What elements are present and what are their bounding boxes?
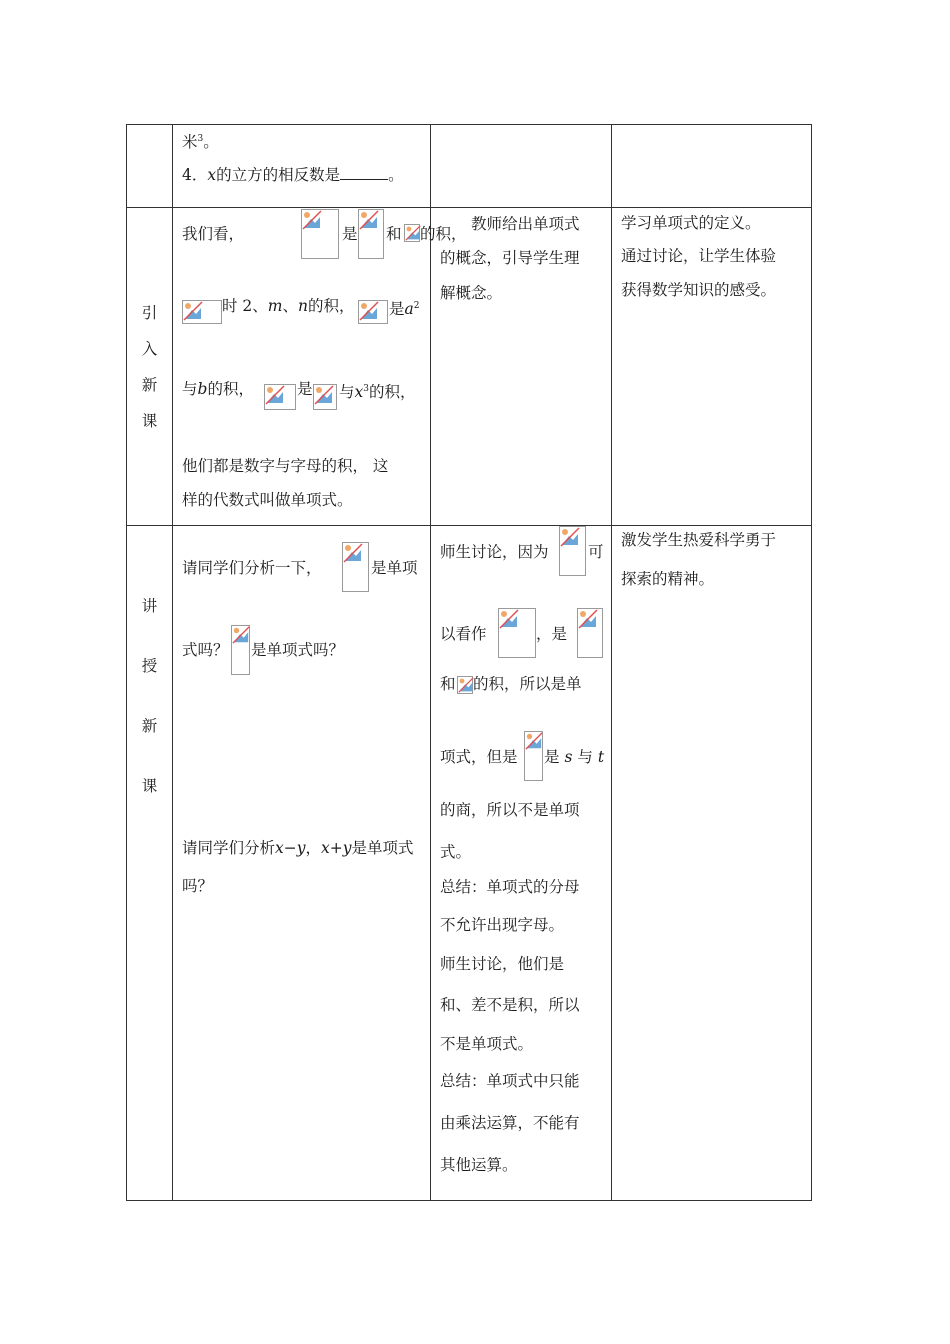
teacher-text: 师生讨论，因为 (440, 543, 549, 561)
broken-image-icon (358, 209, 384, 259)
intent-cell (612, 526, 812, 1201)
teacher-text: 由乘法运算，不能有 (440, 1114, 580, 1132)
section-char: 入 (141, 339, 158, 358)
teacher-text: 是 s 与 t (544, 748, 605, 766)
content-text: 和 (386, 225, 402, 243)
section-label-teach (127, 526, 173, 1201)
content-text: 请同学们分析一下， (182, 559, 322, 577)
content-text: 的积， (420, 225, 467, 243)
teacher-cell (431, 208, 612, 526)
content-text: 请同学们分析x−y，x+y是单项式 (182, 839, 414, 857)
teacher-text: 总结：单项式中只能 (440, 1072, 580, 1090)
section-char: 课 (141, 777, 158, 795)
content-text: 与b的积， (182, 380, 254, 398)
intent-text: 探索的精神。 (621, 570, 715, 588)
content-text: 是单项 (371, 559, 418, 577)
broken-image-icon (342, 542, 369, 592)
content-text: 他们都是数字与字母的积， 这 (182, 457, 389, 475)
intent-cell (612, 208, 812, 526)
content-text: 我们看， (182, 225, 245, 243)
intent-text: 获得数学知识的感受。 (621, 281, 777, 299)
teacher-text: 总结：单项式的分母 (440, 878, 580, 896)
intent-cell (612, 125, 812, 208)
content-text: 是 (342, 225, 358, 243)
content-cell (173, 125, 431, 208)
section-char: 课 (141, 411, 158, 430)
section-char: 授 (141, 657, 158, 675)
lesson-table (126, 124, 812, 1201)
broken-image-icon (404, 224, 420, 242)
content-text: 是单项式吗？ (251, 641, 345, 659)
table-row (127, 125, 812, 208)
content-line: 4．x的立方的相反数是 。 (182, 166, 404, 184)
teacher-cell (431, 526, 612, 1201)
broken-image-icon (301, 209, 339, 259)
teacher-text: 和、差不是积，所以 (440, 996, 580, 1014)
teacher-text: 教师给出单项式 (471, 215, 580, 233)
teacher-text: 项式，但是 (440, 748, 518, 766)
table-row (127, 208, 812, 526)
content-cell (173, 208, 467, 526)
teacher-text: 其他运算。 (440, 1156, 518, 1174)
teacher-text: 解概念。 (440, 284, 503, 302)
section-char: 引 (141, 303, 158, 322)
broken-image-icon (457, 676, 473, 694)
teacher-text: 式。 (440, 843, 472, 861)
teacher-cell (431, 125, 612, 208)
section-char: 新 (141, 717, 158, 735)
broken-image-icon (559, 526, 586, 576)
content-text: 与$x^3$的积， (339, 383, 416, 401)
section-char: 新 (141, 375, 158, 394)
teacher-text: 的积，所以是单 (473, 675, 582, 693)
teacher-text: 的商，所以不是单项 (440, 801, 580, 819)
table-row (127, 526, 812, 1201)
teacher-text: 和 (440, 675, 456, 693)
answer-blank (340, 166, 388, 180)
broken-image-icon (577, 608, 603, 658)
teacher-text: 的概念，引导学生理 (440, 249, 580, 267)
section-label-intro (127, 208, 173, 526)
broken-image-icon (231, 625, 250, 675)
section-cell-empty (127, 125, 173, 208)
content-text: 吗？ (182, 877, 214, 895)
intent-text: 通过讨论，让学生体验 (621, 247, 777, 265)
teacher-text: 不是单项式。 (440, 1035, 534, 1053)
teacher-text: 师生讨论，他们是 (440, 955, 565, 973)
broken-image-icon (313, 384, 337, 410)
content-text: 是$a^2$ (389, 300, 420, 318)
teacher-text: 不允许出现字母。 (440, 916, 565, 934)
content-text: 是 (297, 380, 313, 398)
content-text: 式吗？ (182, 641, 229, 659)
teacher-text: 可 (588, 543, 604, 561)
broken-image-icon (524, 731, 543, 781)
intent-text: 激发学生热爱科学勇于 (621, 531, 777, 549)
intent-text: 学习单项式的定义。 (621, 214, 761, 232)
section-char: 讲 (141, 597, 158, 615)
teacher-text: 以看作 (440, 625, 487, 643)
broken-image-icon (182, 300, 222, 324)
content-cell (173, 526, 431, 1201)
broken-image-icon (358, 300, 388, 324)
broken-image-icon (498, 608, 536, 658)
teacher-text: ，是 (536, 625, 568, 643)
broken-image-icon (264, 384, 296, 410)
content-text: 时 2、m、n的积， (222, 297, 355, 315)
content-text: 样的代数式叫做单项式。 (182, 491, 353, 509)
content-line: 米$^3$。 (182, 133, 219, 151)
